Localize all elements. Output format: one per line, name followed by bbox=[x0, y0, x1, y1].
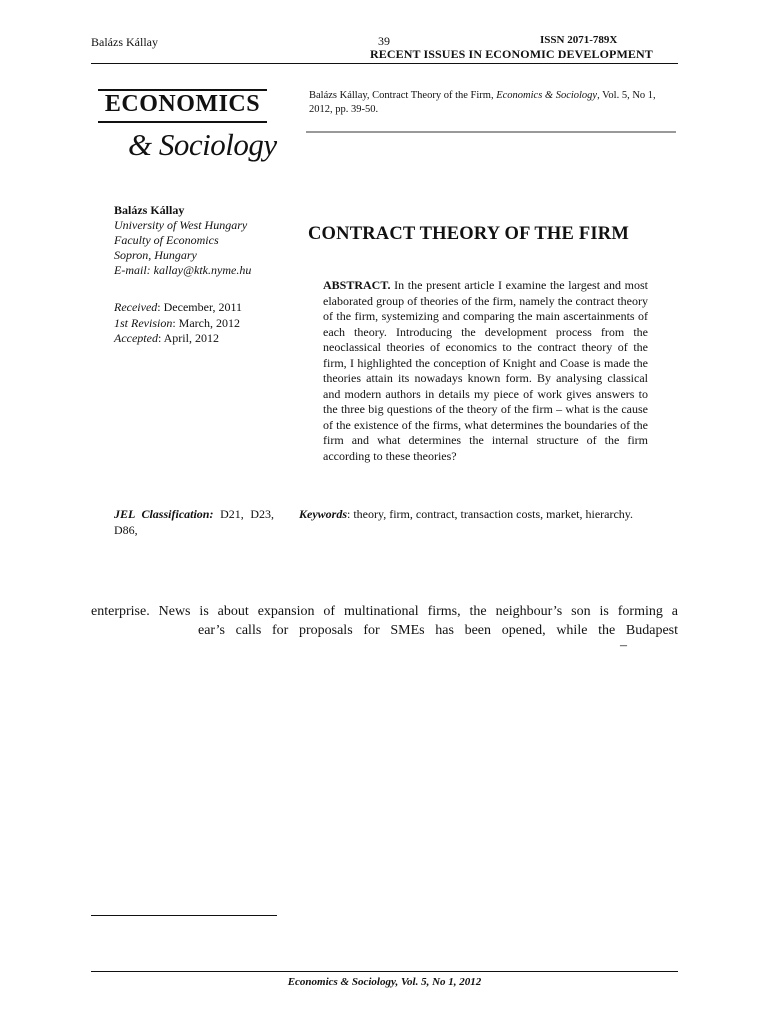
issn: ISSN 2071-789X bbox=[540, 34, 618, 46]
keywords-value: theory, firm, contract, transaction costs, market, hierarchy. bbox=[353, 507, 634, 521]
abstract bbox=[323, 278, 648, 464]
footer-rule bbox=[91, 971, 678, 972]
affiliation-location: Sopron, Hungary bbox=[114, 248, 197, 262]
logo-bottom-rule bbox=[98, 121, 267, 123]
body-text-line: ear’s calls for proposals for SMEs has been opened, while the Budapest bbox=[198, 623, 678, 638]
jel-classification bbox=[114, 507, 274, 538]
running-footer: Economics & Sociology, Vol. 5, No 1, 2012 bbox=[287, 976, 482, 988]
footnote-rule bbox=[91, 915, 277, 916]
journal-logo-word: ECONOMICS bbox=[104, 91, 261, 117]
header-rule bbox=[91, 63, 678, 64]
jel-label: JEL Classification: bbox=[114, 507, 214, 521]
journal-logo-script: & Sociology bbox=[128, 127, 277, 162]
citation bbox=[309, 89, 679, 117]
article-title: CONTRACT THEORY OF THE FIRM bbox=[308, 224, 630, 244]
received-date: Received: December, 2011 bbox=[114, 300, 243, 314]
author-email: E-mail: kallay@ktk.nyme.hu bbox=[114, 263, 252, 277]
abstract-label: ABSTRACT. bbox=[323, 278, 391, 292]
affiliation-faculty: Faculty of Economics bbox=[114, 233, 219, 247]
page-number: 39 bbox=[378, 34, 390, 48]
revision-date: 1st Revision: March, 2012 bbox=[114, 315, 240, 330]
author-block bbox=[114, 203, 294, 278]
accepted-date: Accepted: April, 2012 bbox=[114, 331, 219, 345]
keywords-label: Keywords bbox=[299, 507, 347, 521]
running-header-author: Balázs Kállay bbox=[91, 35, 158, 49]
body-text-dash: – bbox=[620, 638, 627, 653]
running-header-journal: RECENT ISSUES IN ECONOMIC DEVELOPMENT bbox=[370, 47, 653, 61]
author-name: Balázs Kállay bbox=[114, 203, 185, 217]
citation-suffix: , Vol. 5, No 1, 2012, pp. 39-50. bbox=[309, 90, 656, 115]
abstract-text: In the present article I examine the largest and most elaborated group of theories of the firm, namely the contract theory of the firm, systemizing and comparing the main ascertainments of each theory. Introducing the development process from the neoclassical theories of economics to the contract theory of the firm, I highlighted the conception of Knight and Coase is made the theories attain its nowadays known form. By analysing classical and modern authors in details my piece of work gives answers to the three big questions of the theory of the firm – what is the cause of the existence of the firms, what determines the boundaries of the firm and what determines the internal structure of the firm according to these theories? bbox=[323, 278, 648, 463]
body-text-line: enterprise. News is about expansion of multinational firms, the neighbour’s son is forming a bbox=[91, 604, 678, 619]
citation-prefix: Balázs Kállay, Contract Theory of the Firm, bbox=[309, 90, 497, 101]
citation-journal: Economics & Sociology bbox=[496, 90, 598, 101]
citation-rule bbox=[306, 131, 676, 133]
article-dates bbox=[114, 300, 294, 347]
affiliation-university: University of West Hungary bbox=[114, 218, 248, 232]
jel-value: D21, D23, D86, bbox=[114, 507, 274, 537]
keywords: Keywords: theory, firm, contract, transaction costs, market, hierarchy. bbox=[299, 507, 634, 521]
